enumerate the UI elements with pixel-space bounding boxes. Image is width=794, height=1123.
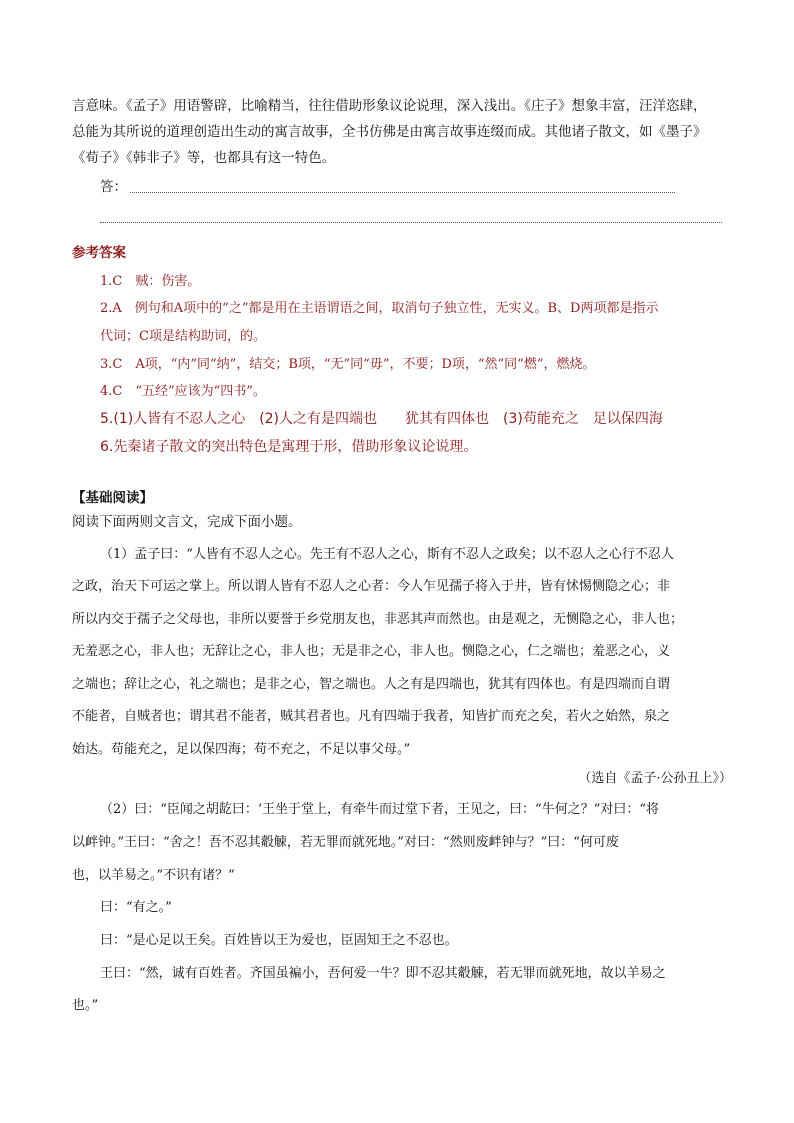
reference-item-6: 6.先秦诸子散文的突出特色是寓理于形，借助形象议论说理。 [100, 439, 478, 455]
answer-label: 答： [100, 179, 127, 195]
passage1-source: （选自《孟子·公孙丑上》） [578, 771, 732, 786]
passage2-line-4: 曰：“有之。” [100, 900, 172, 915]
reading-title: 【基础阅读】 [72, 490, 153, 506]
passage1-line-1: （1）孟子曰：“人皆有不忍人之心。先王有不忍人之心，斯有不忍人之政矣；以不忍人之心行不忍人 [100, 547, 674, 562]
passage2-line-2: 以衅钟。”王曰：“舍之！吾不忍其觳觫，若无罪而就死地。”对曰：“然则废衅钟与？”曰：“何可废 [72, 835, 619, 850]
reference-item-2: 2.A 例句和A项中的“之”都是用在主语谓语之间，取消句子独立性，无实义。B、D两项都是指示 [100, 301, 659, 316]
passage1-line-2: 之政，治天下可运之掌上。所以谓人皆有不忍人之心者：今人乍见孺子将入于井，皆有怵惕恻隐之心；非 [72, 579, 671, 594]
answer-blank-line-1[interactable] [130, 192, 675, 193]
reference-item-1: 1.C 贼：伤害。 [100, 274, 201, 289]
reference-item-3: 3.C A项，“内”同“纳”，结交；B项，“无”同“毋”，不要；D项，“然”同“燃”，燃烧。 [100, 357, 596, 372]
passage1-line-6: 不能者，自贼者也；谓其君不能者，贼其君者也。凡有四端于我者，知皆扩而充之矣，若火之始然，泉之 [72, 709, 671, 724]
answer-blank-line-2[interactable] [100, 222, 722, 223]
passage2-line-7: 也。” [72, 998, 99, 1013]
passage1-line-5: 之端也；辞让之心，礼之端也；是非之心，智之端也。人之有是四端也，犹其有四体也。有是四端而自谓 [72, 677, 671, 692]
reference-title: 参考答案 [72, 245, 126, 261]
reference-item-4: 4.C “五经”应该为“四书”。 [100, 384, 266, 399]
intro-line-2: 总能为其所说的道理创造出生动的寓言故事，全书仿佛是由寓言故事连缀而成。其他诸子散文，如《墨子》 [72, 124, 707, 140]
reference-item-5: 5.(1)人皆有不忍人之心 (2)人之有是四端也 犹其有四体也 (3)苟能充之 足以保四海 [100, 411, 663, 427]
passage2-line-6: 王曰：“然，诚有百姓者。齐国虽褊小，吾何爱一牛？即不忍其觳觫，若无罪而就死地，故以羊易之 [100, 966, 666, 981]
reading-instruction: 阅读下面两则文言文，完成下面小题。 [72, 514, 302, 530]
intro-line-3: 《荀子》《韩非子》等，也都具有这一特色。 [72, 150, 336, 166]
passage1-line-4: 无羞恶之心，非人也；无辞让之心，非人也；无是非之心，非人也。恻隐之心，仁之端也；羞恶之心，义 [72, 644, 671, 659]
passage2-line-3: 也，以羊易之。”不识有诸？” [72, 868, 235, 883]
reference-item-2-cont: 代词；C项是结构助词，的。 [100, 329, 266, 344]
intro-line-1: 言意味。《孟子》用语警辟，比喻精当，往往借助形象议论说理，深入浅出。《庄子》想象丰富，汪洋恣肆， [72, 98, 707, 114]
passage1-line-3: 所以内交于孺子之父母也，非所以要誉于乡党朋友也，非恶其声而然也。由是观之，无恻隐之心，非人也； [72, 612, 684, 627]
passage2-line-1: （2）曰：“臣闻之胡龁曰：‘王坐于堂上，有牵牛而过堂下者，王见之，曰：“牛何之？”对曰：“将 [100, 802, 659, 817]
passage2-line-5: 曰：“是心足以王矣。百姓皆以王为爱也，臣固知王之不忍也。 [100, 933, 458, 948]
passage1-line-7: 始达。苟能充之，足以保四海；苟不充之，不足以事父母。” [72, 742, 411, 757]
